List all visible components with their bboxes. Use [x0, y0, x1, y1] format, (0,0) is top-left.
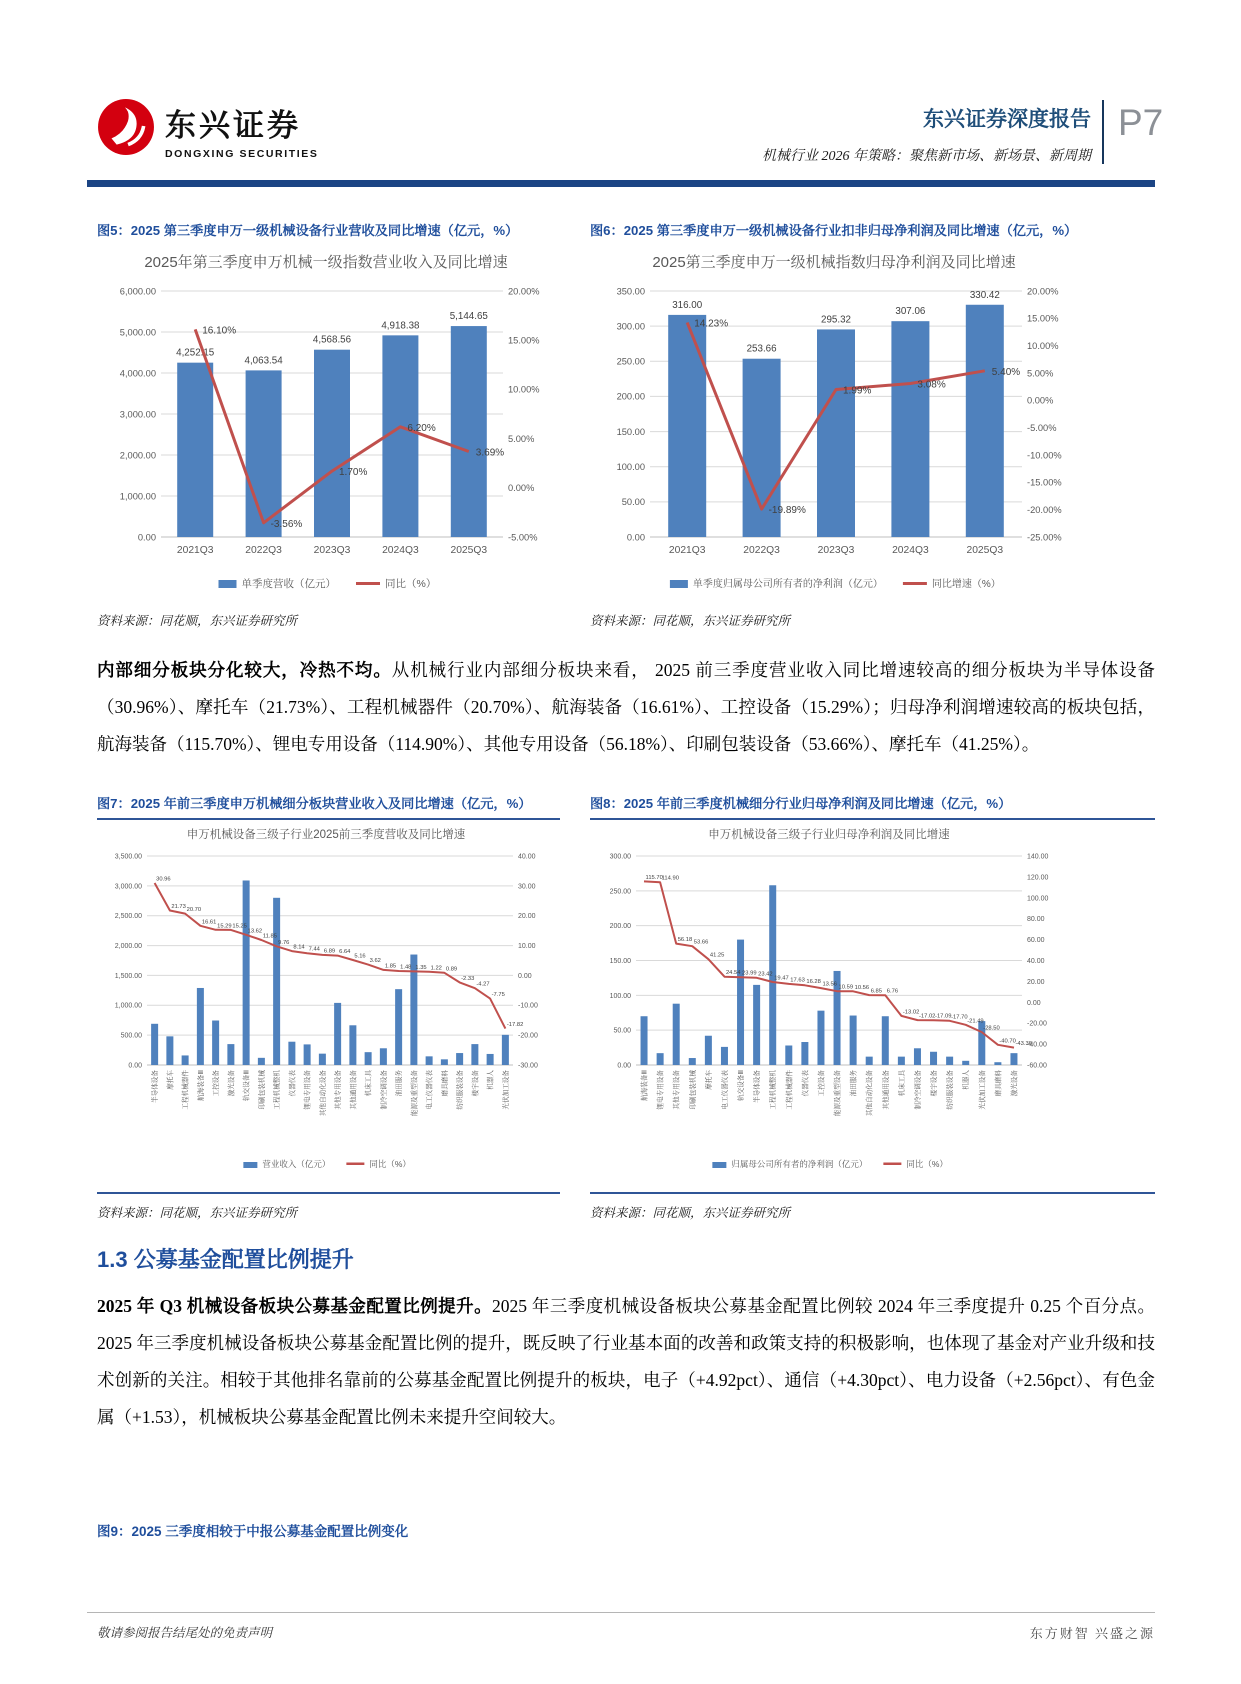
svg-text:2025年第三季度申万机械一级指数营业收入及同比增速: 2025年第三季度申万机械一级指数营业收入及同比增速 [144, 253, 508, 271]
svg-text:14.23%: 14.23% [694, 318, 729, 330]
svg-text:16.28: 16.28 [806, 978, 821, 985]
svg-text:9.76: 9.76 [278, 939, 290, 946]
paragraph-fund-allocation [97, 1288, 1155, 1436]
svg-text:2,500.00: 2,500.00 [114, 912, 142, 920]
svg-text:3.08%: 3.08% [917, 379, 946, 391]
svg-text:机器人: 机器人 [487, 1069, 495, 1090]
footer-disclaimer: 敬请参阅报告结尾处的免责声明 [97, 1626, 273, 1640]
svg-text:-17.82: -17.82 [506, 1021, 524, 1028]
svg-text:10.00%: 10.00% [1027, 340, 1059, 351]
svg-text:工程机械器件: 工程机械器件 [182, 1069, 190, 1110]
svg-text:30.96: 30.96 [156, 876, 171, 883]
figure6-source: 资料来源：同花顺，东兴证券研究所 [590, 613, 791, 628]
svg-text:电工仪器仪表: 电工仪器仪表 [426, 1069, 434, 1110]
svg-text:10.59: 10.59 [838, 984, 854, 991]
svg-text:其他专用设备: 其他专用设备 [335, 1069, 343, 1110]
svg-text:仪器仪表: 仪器仪表 [289, 1069, 297, 1097]
svg-text:机床工具: 机床工具 [365, 1069, 373, 1097]
svg-text:-15.00%: -15.00% [1027, 477, 1062, 488]
figure5-chart [97, 247, 560, 602]
svg-text:56.18: 56.18 [677, 936, 693, 943]
svg-text:制冷空调设备: 制冷空调设备 [380, 1069, 388, 1110]
svg-text:申万机械设备三级子行业2025前三季度营收及同比增速: 申万机械设备三级子行业2025前三季度营收及同比增速 [186, 828, 466, 841]
figure6-block [590, 222, 1155, 629]
svg-text:激光设备: 激光设备 [228, 1069, 236, 1097]
svg-text:磨具磨料: 磨具磨料 [995, 1069, 1003, 1097]
svg-text:140.00: 140.00 [1027, 853, 1049, 861]
svg-text:-7.75: -7.75 [491, 991, 505, 998]
svg-text:光伏加工设备: 光伏加工设备 [502, 1069, 510, 1110]
svg-text:锂电专用设备: 锂电专用设备 [304, 1069, 312, 1110]
figure8-chart [590, 822, 1155, 1182]
svg-text:1,000.00: 1,000.00 [119, 491, 156, 502]
svg-text:13.62: 13.62 [247, 928, 263, 935]
logo-text-en: DONGXING SECURITIES [165, 147, 319, 160]
svg-text:2021Q3: 2021Q3 [668, 544, 706, 556]
svg-text:1.99%: 1.99% [843, 385, 872, 397]
svg-text:2021Q3: 2021Q3 [176, 544, 214, 556]
svg-text:光伏加工设备: 光伏加工设备 [979, 1069, 987, 1110]
svg-text:316.00: 316.00 [672, 299, 703, 311]
svg-text:20.70: 20.70 [186, 906, 202, 913]
svg-text:机床工具: 机床工具 [898, 1069, 906, 1097]
svg-text:-60.00: -60.00 [1027, 1062, 1047, 1070]
svg-text:7.44: 7.44 [308, 946, 320, 953]
svg-text:200.00: 200.00 [616, 391, 645, 402]
svg-text:0.00: 0.00 [617, 1062, 631, 1070]
svg-text:-28.50: -28.50 [983, 1025, 1000, 1032]
svg-text:工控设备: 工控设备 [818, 1069, 826, 1097]
svg-text:1.48: 1.48 [400, 964, 412, 971]
svg-text:0.00%: 0.00% [508, 482, 535, 493]
svg-text:2024Q3: 2024Q3 [892, 544, 929, 556]
svg-text:20.00: 20.00 [1027, 978, 1045, 986]
svg-text:41.25: 41.25 [709, 952, 725, 959]
svg-text:6.76: 6.76 [886, 988, 899, 995]
svg-text:120.00: 120.00 [1027, 874, 1049, 882]
svg-text:-30.00: -30.00 [518, 1062, 538, 1070]
svg-text:115.70: 115.70 [645, 874, 663, 881]
svg-text:500.00: 500.00 [120, 1032, 142, 1040]
svg-text:能源及重型设备: 能源及重型设备 [411, 1069, 419, 1116]
svg-text:20.00%: 20.00% [508, 286, 540, 297]
svg-text:2025Q3: 2025Q3 [450, 544, 488, 556]
svg-text:工控设备: 工控设备 [213, 1069, 221, 1097]
svg-text:21.73: 21.73 [171, 903, 186, 910]
svg-text:6.64: 6.64 [339, 948, 351, 955]
svg-text:53.66: 53.66 [693, 939, 709, 946]
svg-text:10.00: 10.00 [518, 942, 536, 950]
paragraph-body-text: 2025 年三季度机械设备板块公募基金配置比例较 2024 年三季度提升 0.25 个百分点。2025 年三季度机械设备板块公募基金配置比例的提升，既反映了行业基本面的改善和政策支持的积极影响，也体现了基金对产业升级和技术创新的关注。相较于其他排名靠前的公募基金配置比例提升的板块，电子（+4.92pct）、通信（+4.30pct）、电力设备（+2.56pct）、有色金属（+1.53），机械板块公募基金配置比例未来提升空间较大。 [97, 1296, 1155, 1427]
svg-text:250.00: 250.00 [616, 356, 645, 367]
svg-text:11.85: 11.85 [262, 933, 277, 940]
svg-text:15.25: 15.25 [232, 923, 247, 930]
svg-text:航海装备Ⅲ: 航海装备Ⅲ [641, 1069, 649, 1101]
svg-text:轨交设备Ⅲ: 轨交设备Ⅲ [738, 1069, 746, 1101]
svg-text:4,568.56: 4,568.56 [312, 334, 352, 346]
figure5-block [97, 222, 560, 629]
svg-text:1.22: 1.22 [430, 965, 442, 972]
svg-text:其他专用设备: 其他专用设备 [673, 1069, 681, 1110]
logo-text-cn: 东兴证券 [165, 107, 301, 143]
svg-text:-19.89%: -19.89% [768, 504, 806, 516]
svg-text:3,000.00: 3,000.00 [114, 883, 142, 891]
svg-text:100.00: 100.00 [609, 992, 631, 1000]
figure5-caption: 图5：2025 第三季度申万一级机械设备行业营收及同比增速（亿元，%） [97, 223, 519, 238]
svg-text:30.00: 30.00 [518, 883, 536, 891]
svg-text:6.20%: 6.20% [407, 422, 436, 434]
paragraph-lead-bold: 内部细分板块分化较大，冷热不均。 [97, 660, 392, 680]
svg-text:100.00: 100.00 [616, 461, 645, 472]
svg-text:0.00: 0.00 [518, 972, 532, 980]
svg-text:6,000.00: 6,000.00 [119, 286, 156, 297]
figure6-caption: 图6：2025 第三季度申万一级机械设备行业扣非归母净利润及同比增速（亿元，%） [590, 223, 1078, 238]
svg-text:-40.70: -40.70 [999, 1038, 1016, 1045]
svg-text:2022Q3: 2022Q3 [743, 544, 780, 556]
svg-text:2025Q3: 2025Q3 [966, 544, 1004, 556]
svg-text:电工仪器仪表: 电工仪器仪表 [721, 1069, 729, 1110]
svg-text:10.56: 10.56 [854, 984, 870, 991]
svg-text:0.89: 0.89 [445, 966, 458, 973]
svg-text:激光设备: 激光设备 [1011, 1069, 1019, 1097]
svg-text:-43.36: -43.36 [1015, 1040, 1032, 1047]
svg-text:50.00: 50.00 [621, 496, 645, 507]
footer-slogan: 东方财智 兴盛之源 [1029, 1626, 1155, 1641]
svg-text:3,000.00: 3,000.00 [119, 409, 156, 420]
svg-text:3.62: 3.62 [369, 957, 381, 964]
report-subtitle: 机械行业 2026 年策略：聚焦新市场、新场景、新周期 [762, 149, 1091, 164]
svg-text:油田服务: 油田服务 [850, 1069, 858, 1097]
figure8-caption: 图8：2025 年前三季度机械细分行业归母净利润及同比增速（亿元，%） [590, 795, 1155, 820]
svg-text:8.14: 8.14 [293, 944, 305, 951]
svg-text:-3.56%: -3.56% [270, 518, 303, 530]
svg-text:印刷包装机械: 印刷包装机械 [258, 1069, 266, 1110]
svg-text:归属母公司所有者的净利润（亿元）: 归属母公司所有者的净利润（亿元） [731, 1158, 868, 1169]
svg-text:仪器仪表: 仪器仪表 [802, 1069, 810, 1097]
svg-text:23.99: 23.99 [742, 970, 757, 977]
figure7-caption: 图7：2025 年前三季度申万机械细分板块营业收入及同比增速（亿元，%） [97, 795, 560, 820]
figure8-source: 资料来源：同花顺，东兴证券研究所 [590, 1192, 1155, 1221]
svg-text:0.00: 0.00 [626, 532, 645, 543]
svg-text:150.00: 150.00 [616, 426, 645, 437]
svg-text:13.56: 13.56 [822, 981, 837, 988]
svg-text:3.69%: 3.69% [475, 447, 505, 459]
svg-text:单季度营收（亿元）: 单季度营收（亿元） [241, 577, 336, 590]
svg-text:0.00%: 0.00% [1027, 395, 1054, 406]
svg-text:-10.00: -10.00 [518, 1002, 538, 1010]
svg-text:磨具磨料: 磨具磨料 [441, 1069, 449, 1097]
svg-text:1,000.00: 1,000.00 [114, 1002, 142, 1010]
svg-text:307.06: 307.06 [895, 305, 926, 317]
svg-text:20.00: 20.00 [518, 912, 536, 920]
svg-text:5.00%: 5.00% [508, 433, 535, 444]
dongxing-logo-icon [97, 98, 155, 161]
svg-text:3,500.00: 3,500.00 [114, 853, 142, 861]
dongxing-logo [97, 98, 319, 161]
svg-text:-5.00%: -5.00% [508, 532, 538, 543]
svg-text:5,000.00: 5,000.00 [119, 327, 156, 338]
page-number: P7 [1118, 102, 1164, 143]
svg-text:6.85: 6.85 [870, 988, 883, 995]
svg-text:摩托车: 摩托车 [167, 1069, 175, 1090]
svg-text:-20.00%: -20.00% [1027, 504, 1062, 515]
figure7-chart [97, 822, 560, 1182]
svg-text:1.35: 1.35 [415, 964, 427, 971]
svg-text:4,000.00: 4,000.00 [119, 368, 156, 379]
masthead [762, 103, 1091, 165]
svg-text:50.00: 50.00 [613, 1027, 631, 1035]
svg-text:40.00: 40.00 [518, 853, 536, 861]
svg-text:15.00%: 15.00% [1027, 313, 1059, 324]
svg-text:20.00%: 20.00% [1027, 286, 1059, 297]
svg-text:-4.27: -4.27 [476, 981, 490, 988]
svg-text:0.00: 0.00 [137, 532, 156, 543]
svg-text:其他自动化设备: 其他自动化设备 [866, 1069, 874, 1116]
svg-text:同比（%）: 同比（%） [369, 1158, 411, 1169]
figure8-block [590, 795, 1155, 1221]
svg-text:-20.00: -20.00 [518, 1032, 538, 1040]
svg-text:2,000.00: 2,000.00 [119, 450, 156, 461]
paragraph-lead-bold: 2025 年 Q3 机械设备板块公募基金配置比例提升。 [97, 1296, 493, 1316]
svg-text:其他自动化设备: 其他自动化设备 [319, 1069, 327, 1116]
svg-text:200.00: 200.00 [609, 922, 631, 930]
svg-text:19.47: 19.47 [774, 975, 789, 982]
svg-text:295.32: 295.32 [821, 314, 851, 326]
svg-text:锂电专用设备: 锂电专用设备 [657, 1069, 665, 1110]
svg-text:摩托车: 摩托车 [705, 1069, 713, 1090]
svg-text:轨交设备Ⅲ: 轨交设备Ⅲ [243, 1069, 251, 1101]
svg-text:5.00%: 5.00% [1027, 368, 1054, 379]
svg-text:2024Q3: 2024Q3 [382, 544, 419, 556]
svg-text:10.00%: 10.00% [508, 384, 540, 395]
svg-text:同比（%）: 同比（%） [384, 577, 437, 590]
svg-text:-17.09: -17.09 [935, 1013, 952, 1020]
paragraph-body-text: 从机械行业内部细分板块来看， 2025 前三季度营业收入同比增速较高的细分板块为半导体设备（30.96%）、摩托车（21.73%）、工程机械器件（20.70%）、航海装备（16.61%）、工控设备（15.29%）；归母净利润增速较高的板块包括，航海装备（115.70%）、锂电专用设备（114.90%）、其他专用设备（56.18%）、印刷包装设备（53.66%）、摩托车（41.25%）。 [97, 660, 1156, 754]
svg-text:4,063.54: 4,063.54 [244, 355, 283, 367]
svg-text:工程机械整机: 工程机械整机 [770, 1069, 778, 1110]
svg-text:2023Q3: 2023Q3 [817, 544, 855, 556]
svg-text:-25.00%: -25.00% [1027, 532, 1062, 543]
svg-text:-21.49: -21.49 [967, 1018, 984, 1025]
svg-text:5.16: 5.16 [354, 953, 366, 960]
svg-text:同比增速（%）: 同比增速（%） [931, 578, 1001, 590]
section-heading-1-3: 1.3 公募基金配置比例提升 [97, 1247, 354, 1272]
figure6-chart [590, 247, 1155, 602]
svg-text:0.00: 0.00 [128, 1062, 142, 1070]
svg-text:同比（%）: 同比（%） [906, 1158, 948, 1169]
svg-text:-20.00: -20.00 [1027, 1020, 1047, 1028]
svg-text:能源及重型设备: 能源及重型设备 [834, 1069, 842, 1116]
svg-text:单季度归属母公司所有者的净利润（亿元）: 单季度归属母公司所有者的净利润（亿元） [692, 578, 883, 590]
svg-text:半导体设备: 半导体设备 [152, 1069, 160, 1103]
svg-text:申万机械设备三级子行业归母净利润及同比增速: 申万机械设备三级子行业归母净利润及同比增速 [708, 828, 950, 841]
svg-text:0.00: 0.00 [1027, 999, 1041, 1007]
svg-text:其他通用设备: 其他通用设备 [882, 1069, 890, 1110]
svg-text:100.00: 100.00 [1027, 895, 1049, 903]
svg-text:250.00: 250.00 [609, 888, 631, 896]
svg-text:2025第三季度申万一级机械指数归母净利润及同比增速: 2025第三季度申万一级机械指数归母净利润及同比增速 [652, 253, 1016, 271]
paragraph-segment-analysis [97, 652, 1155, 763]
svg-text:40.00: 40.00 [1027, 957, 1045, 965]
svg-text:其他通用设备: 其他通用设备 [350, 1069, 358, 1110]
svg-text:油田服务: 油田服务 [396, 1069, 404, 1097]
svg-text:-2.33: -2.33 [461, 975, 475, 982]
figure5-source: 资料来源：同花顺，东兴证券研究所 [97, 613, 298, 628]
svg-text:5,144.65: 5,144.65 [449, 310, 488, 322]
svg-text:5.40%: 5.40% [991, 366, 1021, 378]
svg-text:4,918.38: 4,918.38 [381, 320, 420, 332]
svg-text:1,500.00: 1,500.00 [114, 972, 142, 980]
svg-text:印刷包装机械: 印刷包装机械 [689, 1069, 697, 1110]
figure7-source: 资料来源：同花顺，东兴证券研究所 [97, 1192, 560, 1221]
svg-text:营业收入（亿元）: 营业收入（亿元） [262, 1158, 331, 1169]
svg-text:300.00: 300.00 [609, 853, 631, 861]
svg-text:半导体设备: 半导体设备 [754, 1069, 762, 1103]
svg-text:工程机械器件: 工程机械器件 [786, 1069, 794, 1110]
svg-text:2022Q3: 2022Q3 [245, 544, 282, 556]
svg-text:制冷空调设备: 制冷空调设备 [914, 1069, 922, 1110]
svg-text:114.90: 114.90 [661, 875, 679, 882]
svg-text:300.00: 300.00 [616, 321, 645, 332]
footer-rule [87, 1612, 1155, 1613]
figure9-caption: 图9：2025 三季度相较于中报公募基金配置比例变化 [97, 1524, 409, 1539]
svg-text:17.63: 17.63 [790, 977, 805, 984]
svg-text:2023Q3: 2023Q3 [313, 544, 351, 556]
svg-text:15.29: 15.29 [217, 923, 232, 930]
svg-text:350.00: 350.00 [616, 286, 645, 297]
svg-text:15.00%: 15.00% [508, 335, 540, 346]
svg-text:150.00: 150.00 [609, 957, 631, 965]
svg-text:253.66: 253.66 [746, 343, 777, 355]
svg-text:6.89: 6.89 [323, 948, 336, 955]
svg-text:纺织服装设备: 纺织服装设备 [947, 1069, 955, 1110]
header-divider [1102, 100, 1104, 164]
svg-text:23.42: 23.42 [758, 971, 773, 978]
svg-text:纺织服装设备: 纺织服装设备 [457, 1069, 465, 1110]
svg-text:-13.02: -13.02 [902, 1009, 920, 1016]
svg-text:航海装备Ⅲ: 航海装备Ⅲ [197, 1069, 205, 1101]
report-type-title: 东兴证券深度报告 [923, 108, 1091, 131]
figure7-block [97, 795, 560, 1221]
svg-text:楼宇设备: 楼宇设备 [931, 1069, 939, 1097]
svg-text:4,252.15: 4,252.15 [176, 347, 215, 359]
svg-text:-5.00%: -5.00% [1027, 422, 1057, 433]
svg-text:-10.00%: -10.00% [1027, 450, 1062, 461]
svg-text:-17.70: -17.70 [951, 1014, 968, 1021]
svg-text:1.85: 1.85 [384, 963, 397, 970]
svg-text:机器人: 机器人 [963, 1069, 971, 1090]
svg-text:330.42: 330.42 [969, 289, 1000, 301]
svg-text:-40.00: -40.00 [1027, 1041, 1047, 1049]
svg-text:楼宇设备: 楼宇设备 [472, 1069, 480, 1097]
svg-text:工程机械整机: 工程机械整机 [274, 1069, 282, 1110]
svg-text:24.54: 24.54 [725, 969, 741, 976]
svg-text:80.00: 80.00 [1027, 915, 1045, 923]
svg-text:-17.02: -17.02 [918, 1013, 936, 1020]
header-rule-bar [87, 180, 1155, 187]
svg-text:16.10%: 16.10% [202, 325, 237, 337]
svg-text:1.70%: 1.70% [339, 466, 368, 478]
svg-text:60.00: 60.00 [1027, 936, 1045, 944]
svg-text:2,000.00: 2,000.00 [114, 942, 142, 950]
svg-text:16.61: 16.61 [201, 919, 217, 926]
